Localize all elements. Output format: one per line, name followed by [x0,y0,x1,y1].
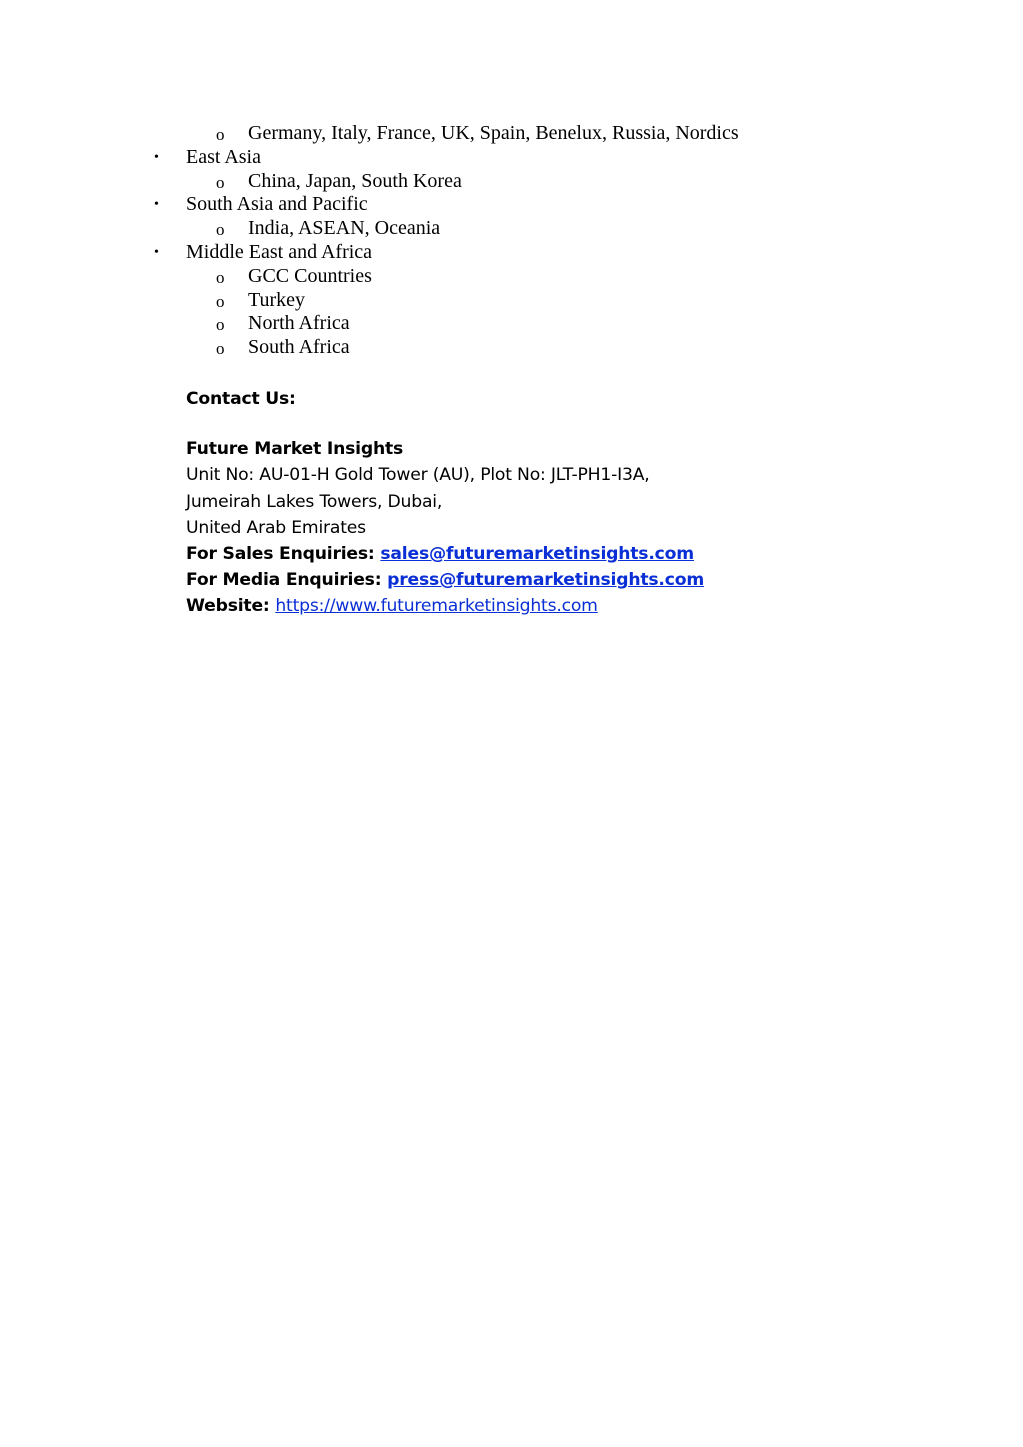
north-africa-text: North Africa [248,312,350,335]
sub-bullet-icon: o [216,172,225,192]
sub-bullet-icon: o [216,291,225,311]
bullet-icon: • [154,244,159,260]
website-line [186,593,966,619]
sub-bullet-icon: o [216,267,225,287]
address-line-2: Jumeirah Lakes Towers, Dubai, [186,491,443,512]
list-item-europe-countries [0,122,1023,146]
europe-countries-text: Germany, Italy, France, UK, Spain, Benelux, Russia, Nordics [248,122,739,144]
website-link[interactable]: https://www.futuremarketinsights.com [275,596,598,617]
address-line-1: Unit No: AU-01-H Gold Tower (AU), Plot No: JLT-PH1-I3A, [186,465,650,486]
turkey-text: Turkey [248,288,306,311]
contact-section [186,386,966,620]
spacer [186,412,966,436]
website-label: Website: [186,596,276,617]
list-item-middle-east-africa [0,241,1023,265]
contact-heading: Contact Us: [186,389,296,409]
east-asia-label: East Asia [186,145,261,168]
middle-east-africa-label: Middle East and Africa [186,240,373,263]
south-asia-pacific-label: South Asia and Pacific [186,193,368,216]
media-enquiries-label: For Media Enquiries: [186,570,388,591]
list-item-south-asia-pacific [0,193,1023,217]
media-enquiries-line [186,567,966,593]
address-line-3: United Arab Emirates [186,517,366,538]
company-name: Future Market Insights [186,439,404,460]
south-asia-pacific-countries-text: India, ASEAN, Oceania [248,217,441,240]
bullet-icon: • [154,197,159,213]
bullet-icon: • [154,149,159,165]
list-item-gcc-countries [0,265,1023,289]
list-item-east-asia [0,146,1023,170]
sales-email-link[interactable]: sales@futuremarketinsights.com [380,543,694,564]
sales-enquiries-label: For Sales Enquiries: [186,543,381,564]
sales-enquiries-line [186,541,966,567]
list-item-east-asia-countries [0,170,1023,194]
list-item-turkey [0,289,1023,313]
list-item-south-asia-pacific-countries [0,217,1023,241]
sub-bullet-icon: o [216,339,225,359]
list-item-south-africa [0,336,1023,360]
south-africa-text: South Africa [248,336,350,359]
sub-bullet-icon: o [216,315,225,335]
gcc-countries-text: GCC Countries [248,264,372,287]
list-item-north-africa [0,312,1023,336]
east-asia-countries-text: China, Japan, South Korea [248,169,462,192]
sub-bullet-icon: o [216,125,225,144]
media-email-link[interactable]: press@futuremarketinsights.com [387,570,705,591]
regions-list [0,122,1023,360]
sub-bullet-icon: o [216,220,225,240]
